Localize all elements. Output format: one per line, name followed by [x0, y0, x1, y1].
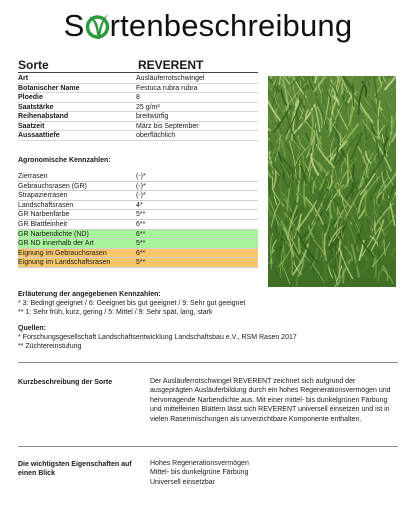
page-title: [0, 8, 416, 44]
agronomic-row-highlighted: [18, 230, 258, 240]
section-divider: [18, 362, 398, 363]
section-divider: [18, 446, 398, 447]
agronomic-label: GR ND innerhalb der Art: [18, 240, 94, 248]
agronomic-label: GR Narbenfarbe: [18, 211, 70, 219]
agronomic-label: Strapazierrasen: [18, 192, 68, 200]
attribute-row: [18, 103, 258, 113]
attribute-row: [18, 84, 258, 94]
source-line: ** Züchtereinstufung: [18, 343, 82, 350]
agronomic-row: [18, 220, 258, 230]
attribute-value: Ausläuferrotschwingel: [136, 75, 205, 82]
agronomic-row: [18, 191, 258, 201]
attribute-row: [18, 112, 258, 122]
agronomic-label: Eignung im Gebrauchsrasen: [18, 249, 107, 257]
agronomic-value: 5**: [136, 259, 146, 267]
attribute-label: Ploedie: [18, 94, 43, 101]
explanation-line: ** 1: Sehr früh, kurz, gering / 5: Mittel / 9: Sehr spät, lang, stark: [18, 309, 213, 316]
attribute-value: 8: [136, 94, 140, 101]
attribute-row: [18, 131, 258, 141]
agronomic-value: 5**: [136, 211, 146, 219]
key-feature-item: Mittel- bis dunkelgrüne Färbung: [150, 469, 249, 477]
attribute-table: [18, 74, 258, 141]
key-features-label: Die wichtigsten Eigenschaften auf einen Blick: [18, 461, 132, 477]
agronomic-row: [18, 210, 258, 220]
grass-blade: [340, 133, 341, 148]
agronomic-value: 4*: [136, 201, 143, 209]
short-description-label: Kurzbeschreibung der Sorte: [18, 379, 113, 386]
attribute-value: März bis September: [136, 122, 199, 130]
source-line: * Forschungsgesellschaft Landschaftsentwicklung Landschaftsbau e.V., RSM Rasen 2017: [18, 334, 297, 341]
header-divider: [18, 72, 258, 73]
agronomic-value: 5**: [136, 240, 146, 248]
agronomic-value: 6**: [136, 220, 146, 228]
agronomic-label: Landschaftsrasen: [18, 201, 74, 209]
attribute-label: Reihenabstand: [18, 113, 69, 120]
grass-photo: [268, 76, 396, 287]
key-features-list: [150, 459, 400, 487]
agronomic-value: 6**: [136, 249, 146, 257]
attribute-row: [18, 93, 258, 103]
agronomic-row: [18, 182, 258, 192]
attribute-value: oberflächlich: [136, 132, 176, 139]
agronomic-table: [18, 172, 258, 268]
attribute-row: [18, 74, 258, 84]
notes-section: [18, 290, 398, 351]
agronomic-label: GR Narbendichte (ND): [18, 230, 89, 238]
agronomic-label: Eignung im Landschaftsrasen: [18, 259, 111, 267]
attribute-label: Art: [18, 75, 29, 82]
title-part-before: S: [63, 8, 85, 43]
attribute-label: Saatzeit: [18, 122, 45, 130]
agronomic-label: Zierrasen: [18, 173, 48, 180]
agronomic-value: (-)*: [136, 173, 146, 180]
grass-blade: [376, 256, 377, 277]
title-part-after: rtenbeschreibung: [109, 8, 353, 43]
agronomic-row: [18, 172, 258, 182]
attribute-value: Festuca rubra rubra: [136, 84, 198, 92]
explanation-line: * 3: Bedingt geeignet / 6: Geeignet bis gut geeignet / 9: Sehr gut geeignet: [18, 300, 246, 307]
attribute-label: Botanischer Name: [18, 84, 80, 92]
key-feature-item: Universell einsetzbar: [150, 478, 215, 486]
agronomic-value: 6**: [136, 230, 146, 238]
attribute-label: Saatstärke: [18, 103, 54, 111]
variety-label: Sorte: [18, 58, 49, 72]
agronomic-value: (-)*: [136, 182, 146, 190]
agronomic-label: Gebrauchsrasen (GR): [18, 182, 87, 190]
key-feature-item: Hohes Regenerationsvermögen: [150, 460, 249, 467]
short-description-text: Der Ausläuferrotschwingel REVERENT zeichnet sich aufgrund der ausgeprägten Ausläuferbildung durch ein hohes Regenerationsvermögen und hervorragende Narbendichte aus. Mit einer mittel- bis dunkelgrünen Färbung und mittelfeinen Blättern lässt sich REVERENT universell einsetzen und ist in vielen Rasenmischungen als unverzichtbare Komponente enthalten.: [150, 378, 391, 423]
agronomic-row-highlighted: [18, 258, 258, 268]
attribute-label: Aussaattiefe: [18, 132, 60, 139]
attribute-value: 25 g/m²: [136, 103, 160, 111]
agronomic-row-highlighted: [18, 249, 258, 259]
agronomic-row: [18, 201, 258, 211]
attribute-row: [18, 122, 258, 132]
agronomic-heading: Agronomische Kennzahlen:: [18, 157, 111, 164]
explanation-heading: Erläuterung der angegebenen Kennzahlen:: [18, 291, 161, 298]
agronomic-value: (-)*: [136, 192, 146, 200]
agronomic-label: GR Blattfeinheit: [18, 220, 68, 228]
attribute-value: breitwürfig: [136, 113, 169, 120]
grass-leaf-logo-icon: [85, 12, 110, 41]
grass-blade: [342, 84, 343, 94]
variety-name: REVERENT: [138, 58, 204, 72]
sources-heading: Quellen:: [18, 325, 47, 332]
agronomic-row-highlighted: [18, 239, 258, 249]
